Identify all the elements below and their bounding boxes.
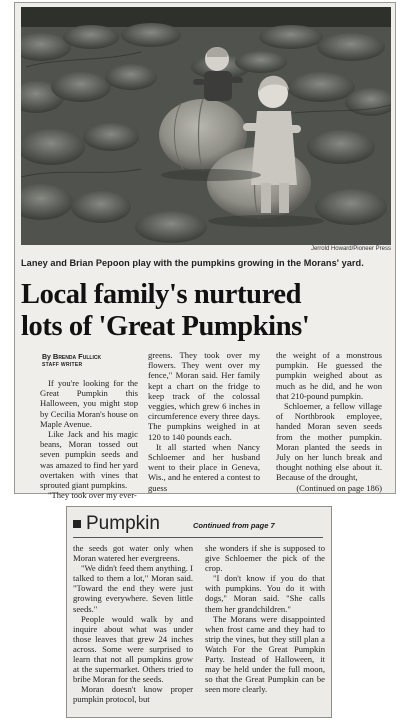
article-column-2 xyxy=(148,350,260,493)
paragraph: Like Jack and his magic beans, Moran tossed out seven pumpkin seeds and was amazed to find her yard overtaken with vines that sprouted giant pumpkins. xyxy=(40,429,138,491)
square-bullet-icon xyxy=(73,520,81,528)
photo-credit: Jerrold Howard/Pioneer Press xyxy=(310,246,391,252)
jump-column-1 xyxy=(73,543,193,705)
article-column-1 xyxy=(40,378,138,500)
paragraph: If you're looking for the Great Pumpkin this Halloween, you might stop by Cecilia Moran's house on Maple Avenue. xyxy=(40,378,138,429)
paragraph: It all started when Nancy Schloemer and her husband went to their place in Geneva, Wis., and he entered a contest to guess xyxy=(148,441,260,493)
continued-on-link[interactable]: (Continued on page 186) xyxy=(296,482,382,493)
newspaper-clipping-jump xyxy=(66,506,332,718)
byline-name: Brenda Fullick xyxy=(52,352,102,361)
headline xyxy=(21,279,393,343)
continued-from: Continued from page 7 xyxy=(193,521,275,530)
paragraph: "I don't know if you do that with pumpkins. You do it with dogs," Moran said. "She calls them her grandchildren." xyxy=(205,573,325,614)
paragraph: The Morans were disappointed when frost came and they had to strip the vines, but they still plan a Watch For the Great Pumpkin Party. Instead of Halloween, it may be held under the full moon, so that the Great Pumpkin can be seen more clearly. xyxy=(205,613,325,695)
paragraph: greens. They took over my flowers. They went over my fence," Moran said. Her family kept a chart on the fridge to keep track of the colossal veggies, which grew 6 inches in circumference every three days. The pumpkins weighed in at 120 to 140 pounds each. xyxy=(148,350,260,442)
headline-line-1: Local family's nurtured xyxy=(21,279,302,310)
byline xyxy=(42,352,101,368)
jump-column-2 xyxy=(205,543,325,694)
paragraph: "They took over my ever- xyxy=(48,490,137,501)
paragraph: Schloemer, a fellow village of Northbrook employee, handed Moran seven seeds from the mother pumpkin. Moran planted the seeds in July on her lunch break and thought nothing else about it. Because of the drought, xyxy=(276,401,382,483)
paragraph: "We didn't feed them anything. I talked to them a lot," Moran said. "Toward the end they were just growing everywhere. Seven little seeds." xyxy=(73,563,193,614)
article-column-3 xyxy=(276,350,382,493)
headline-line-2: lots of 'Great Pumpkins' xyxy=(21,311,310,342)
jump-header xyxy=(73,513,323,538)
paragraph: People would walk by and inquire about what was under those leaves that grew 24 inches across. Some were surprised to learn that not all pumpkins grow at the supermarket. Others tried to bribe Moran for the seeds. xyxy=(73,613,193,685)
jump-title: Pumpkin xyxy=(86,513,160,534)
byline-role: STAFF WRITER xyxy=(42,362,83,368)
paragraph: the weight of a monstrous pumpkin. He guessed the pumpkin weighed about as much as he did, and he won that 210-pound pumpkin. xyxy=(276,350,382,401)
paragraph: Moran doesn't know proper pumpkin protocol, but xyxy=(73,684,193,705)
photo-children-pumpkins xyxy=(21,7,391,245)
news-photo xyxy=(21,7,391,245)
byline-prefix: By xyxy=(42,354,51,361)
paragraph: she wonders if she is supposed to give Schloemer the pick of the crop. xyxy=(205,543,325,574)
photo-caption: Laney and Brian Pepoon play with the pumpkins growing in the Morans' yard. xyxy=(21,258,364,268)
paragraph: the seeds got water only when Moran watered her evergreens. xyxy=(73,543,193,564)
